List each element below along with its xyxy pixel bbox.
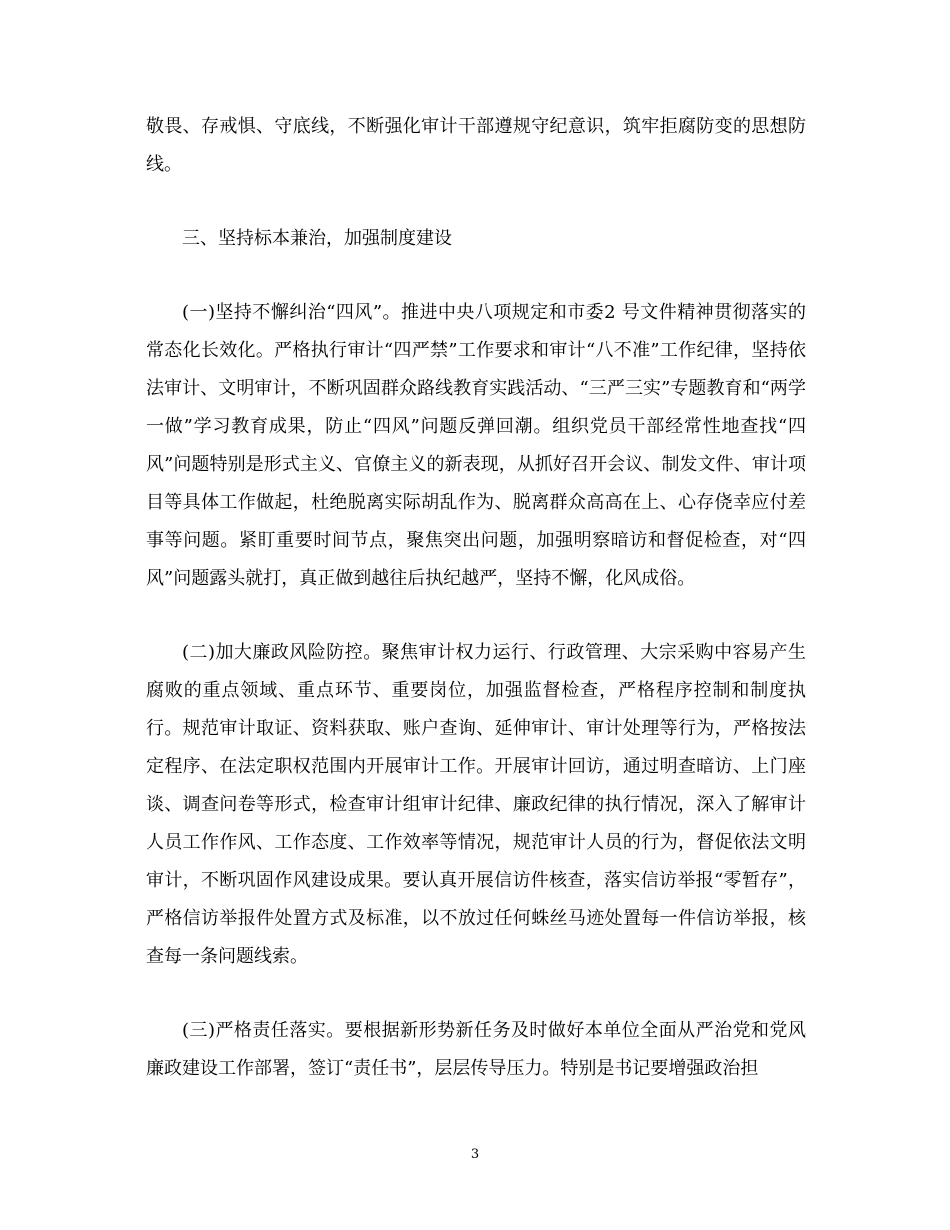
page-number: 3	[470, 1147, 480, 1162]
paragraph-gap	[146, 598, 806, 634]
paragraph-risk-control: (二)加大廉政风险防控。聚焦审计权力运行、行政管理、大宗采购中容易产生腐败的重点领域、重点环节、重要岗位，加强监督检查，严格程序控制和制度执行。规范审计取证、资料获取、账户查询、延伸审计、审计处理等行为，严格按法定程序、在法定职权范围内开展审计工作。开展审计回访，通过明查暗访、上门座谈、调查问卷等形式，检查审计组审计纪律、廉政纪律的执行情况，深入了解审计人员工作作风、工作态度、工作效率等情况，规范审计人员的行为，督促依法文明审计，不断巩固作风建设成果。要认真开展信访件核查，落实信访举报“零暂存”，严格信访举报件处置方式及标准，以不放过任何蛛丝马迹处置每一件信访举报，核查每一条问题线索。	[146, 642, 806, 967]
section-heading: 三、坚持标本兼治，加强制度建设	[182, 228, 452, 249]
paragraph-responsibility: (三)严格责任落实。要根据新形势新任务及时做好本单位全面从严治党和党风廉政建设工作部署，签订“责任书”，层层传导压力。特别是书记要增强政治担	[146, 1020, 806, 1079]
paragraph-gap	[146, 976, 806, 1012]
paragraph-four-winds: (一)坚持不懈纠治“四风”。推进中央八项规定和市委2 号文件精神贯彻落实的常态化长效化。严格执行审计“四严禁”工作要求和审计“八不准”工作纪律，坚持依法审计、文明审计，不断巩固群众路线教育实践活动、“三严三实”专题教育和“两学一做”学习教育成果，防止“四风”问题反弹回潮。组织党员干部经常性地查找“四风”问题特别是形式主义、官僚主义的新表现，从抓好召开会议、制发文件、审计项目等具体工作做起，杜绝脱离实际胡乱作为、脱离群众高高在上、心存侥幸应付差事等问题。紧盯重要时间节点，聚焦突出问题，加强明察暗访和督促检查，对“四风”问题露头就打，真正做到越往后执纪越严，坚持不懈，化风成俗。	[146, 302, 806, 589]
paragraph-gap	[146, 184, 806, 220]
document-body	[146, 108, 806, 1088]
paragraph-gap	[146, 258, 806, 294]
paragraph-continuation: 敬畏、存戒惧、守底线，不断强化审计干部遵规守纪意识，筑牢拒腐防变的思想防线。	[146, 116, 806, 175]
